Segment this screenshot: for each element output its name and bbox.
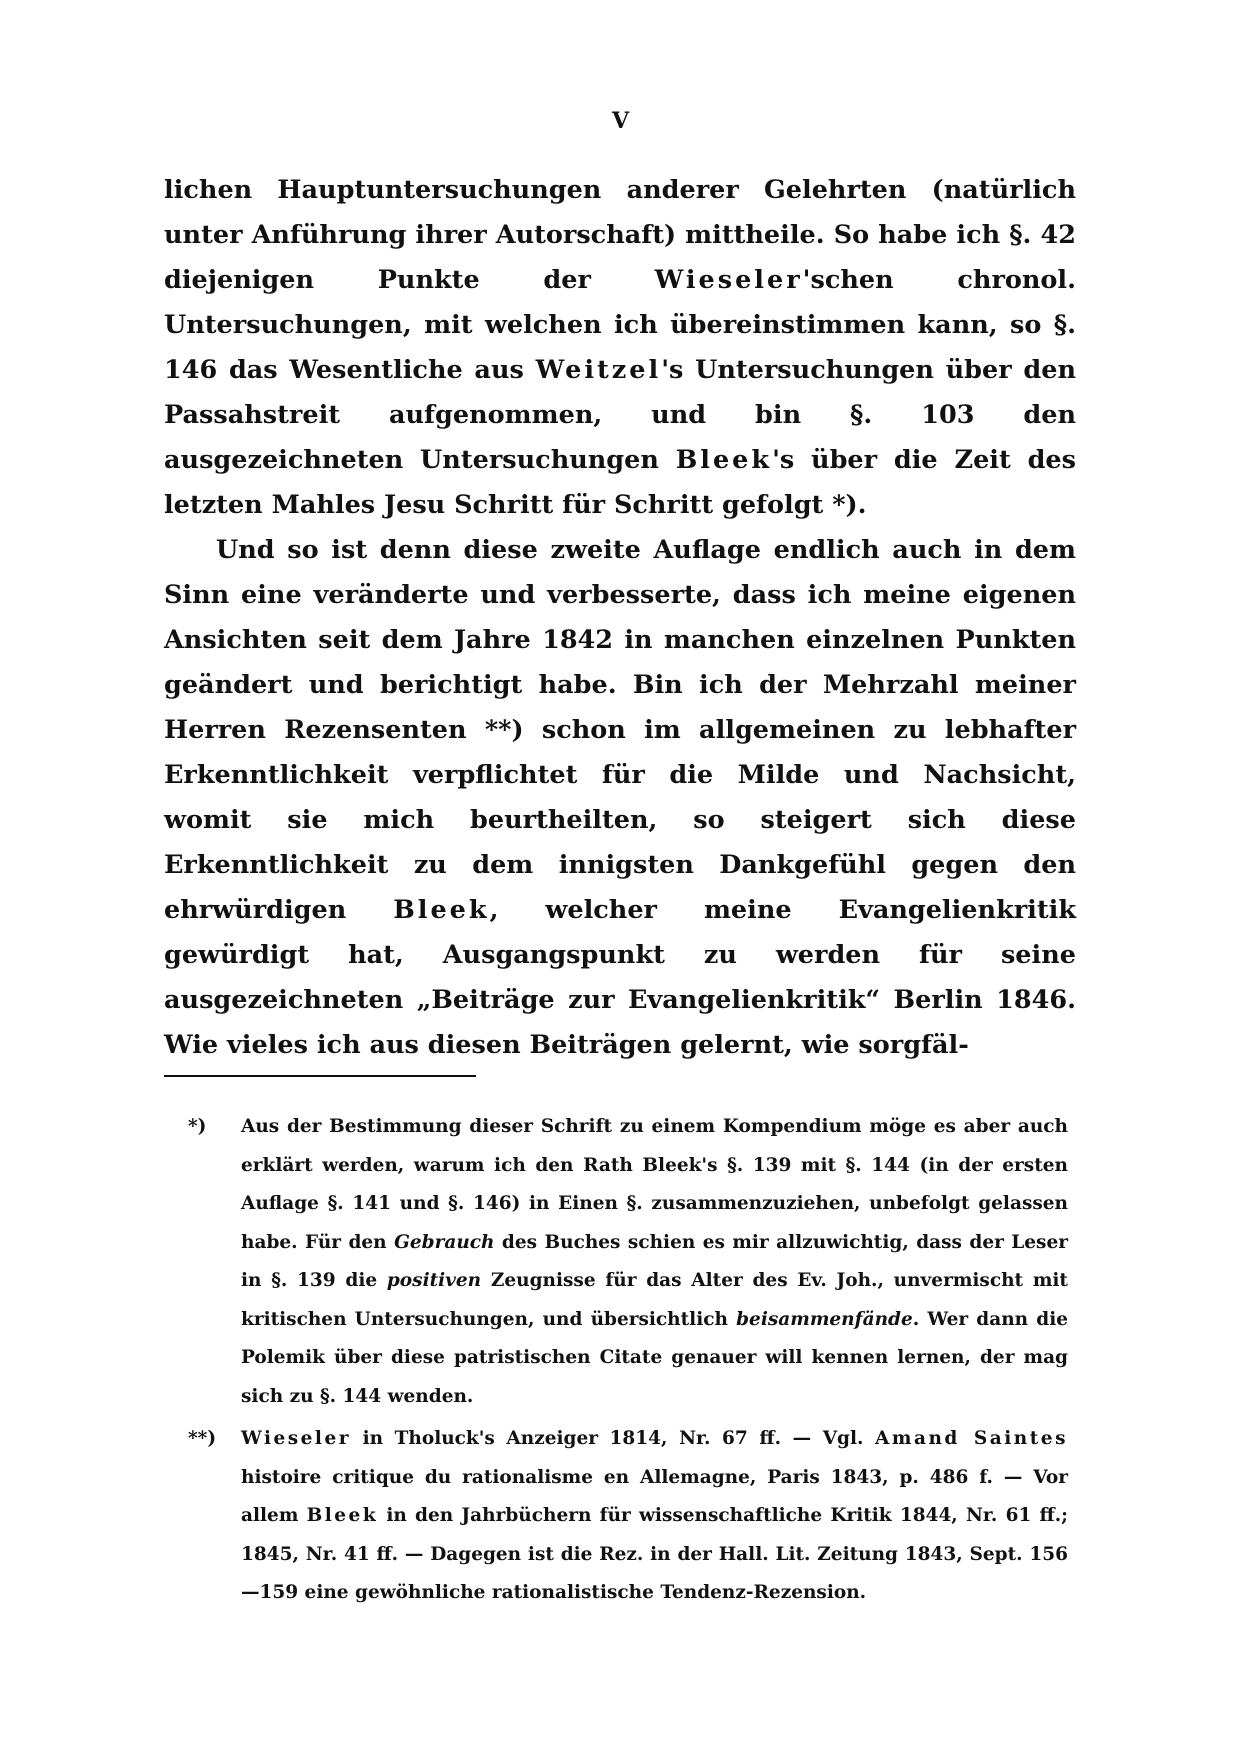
footnote-1-text-3: Zeugnisse für das Alter des Ev. Joh., unvermischt mit kritischen Untersuchungen, und übersichtlich <box>241 1270 1068 1330</box>
footnote-2-marker: **) <box>188 1428 217 1449</box>
paragraph-1 <box>164 168 1076 528</box>
footnote-1-emphasis-1: Gebrauch <box>394 1231 495 1253</box>
footnote-1 <box>188 1108 1068 1416</box>
footnote-1-text-1: Aus der Bestimmung dieser Schrift zu einem Kompendium möge es aber auch erklärt werden, warum ich den Rath Bleek's §. 139 mit §. 144 (in der ersten Auflage §. 141 und §. 146) in Einen §. zusammenzuziehen, unbefolgt gelassen habe. Für den <box>241 1116 1068 1253</box>
footnote-2-name-wieseler: Wieseler <box>241 1428 351 1449</box>
footnotes <box>188 1108 1068 1617</box>
footnote-2-text-1: in Tholuck's Anzeiger 1814, Nr. 67 ff. — Vgl. <box>350 1428 876 1449</box>
footnote-1-text-4: . Wer dann die Polemik über diese patristischen Citate genauer will kennen lernen, der mag sich zu §. 144 wenden. <box>241 1308 1069 1407</box>
footnote-1-marker: *) <box>188 1116 207 1137</box>
footnote-2 <box>188 1420 1068 1613</box>
name-bleek: Bleek <box>675 445 773 475</box>
name-wieseler: Wieseler <box>654 265 803 295</box>
paragraph-1-text-2: 'schen chronol. Untersuchungen, mit welchen ich übereinstimmen kann, so §. 146 das Wesentliche aus <box>164 265 1077 385</box>
footnote-2-text-2: histoire critique du rationalisme en Allemagne, Paris 1843, p. 486 f. — Vor allem <box>241 1466 1068 1526</box>
footnote-1-emphasis-2: positiven <box>386 1270 482 1291</box>
main-text <box>164 168 1076 1068</box>
name-bleek-2: Bleek <box>393 895 490 925</box>
footnote-2-name-saintes: Amand Saintes <box>875 1428 1068 1449</box>
paragraph-1-text-3: 's Untersuchungen über den Passahstreit aufgenommen, und bin §. 103 den ausgezeichneten Untersuchungen <box>164 355 1076 475</box>
paragraph-1-text-4: 's über die Zeit des letzten Mahles Jesu Schritt für Schritt gefolgt *). <box>164 445 1076 520</box>
footnote-divider <box>164 1075 476 1077</box>
paragraph-2-text-1: Und so ist denn diese zweite Auflage endlich auch in dem Sinn eine veränderte und verbesserte, dass ich meine eigenen Ansichten seit dem Jahre 1842 in manchen einzelnen Punkten geändert und berichtigt habe. Bin ich der Mehrzahl meiner Herren Rezensenten **) schon im allgemeinen zu lebhafter Erkenntlichkeit verpflichtet für die Milde und Nachsicht, womit sie mich beurtheilten, so steigert sich diese Erkenntlichkeit zu dem innigsten Dankgefühl gegen den ehrwürdigen <box>164 535 1076 925</box>
page-number: V <box>611 108 630 134</box>
name-weitzel: Weitzel <box>535 355 662 385</box>
paragraph-1-text-1: lichen Hauptuntersuchungen anderer Gelehrten (natürlich unter Anführung ihrer Autorschaft) mittheile. So habe ich §. 42 diejenigen Punkte der <box>164 175 1076 295</box>
footnote-1-text-2: des Buches schien es mir allzuwichtig, dass der Leser in §. 139 die <box>241 1231 1068 1291</box>
paragraph-2-text-2: , welcher meine Evangelienkritik gewürdigt hat, Ausgangspunkt zu werden für seine ausgezeichneten „Beiträge zur Evangelienkritik“ Berlin 1846. Wie vieles ich aus diesen Beiträgen gelernt, wie sorgfäl- <box>164 895 1076 1060</box>
footnote-1-emphasis-3: beisammenfände <box>736 1308 913 1330</box>
footnote-2-name-bleek: Bleek <box>306 1505 379 1526</box>
paragraph-2 <box>164 528 1076 1068</box>
footnote-2-text-3: in den Jahrbüchern für wissenschaftliche Kritik 1844, Nr. 61 ff.; 1845, Nr. 41 ff. — Dagegen ist die Rez. in der Hall. Lit. Zeitung 1843, Sept. 156—159 eine gewöhnliche rationalistische Tendenz-Rezension. <box>241 1505 1068 1603</box>
